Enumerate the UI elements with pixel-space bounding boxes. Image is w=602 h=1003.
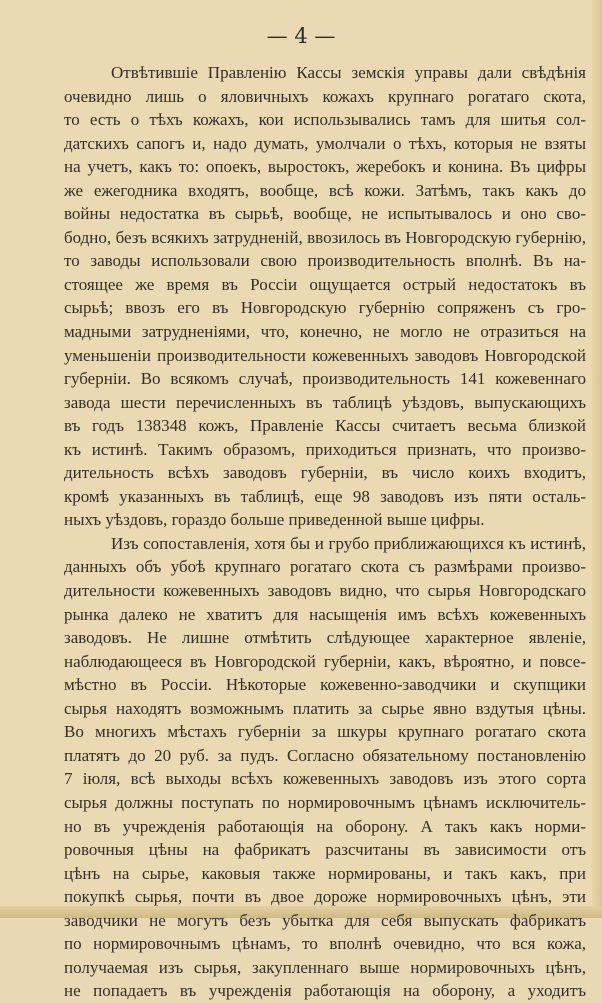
body-text	[64, 61, 586, 1003]
text-line: сырьѣ; ввозъ его въ Новгородскую губернію сопряженъ съ гро-	[64, 298, 586, 318]
text-line: къ истинѣ. Такимъ образомъ, приходиться признать, что произво-	[64, 439, 586, 459]
text-line: завода шести перечисленныхъ въ таблицѣ уѣздовъ, выпускающихъ	[64, 392, 586, 412]
text-line: то есть о тѣхъ кожахъ, кои использывались тамъ для шитья сол-	[64, 110, 586, 130]
text-line: датскихъ сапогъ и, надо думать, умолчали о тѣхъ, которыя не взяты	[64, 133, 586, 153]
text-line: заводчики не могутъ безъ убытка для себя выпускать фабрикатъ	[64, 910, 586, 930]
text-line: уменьшеніи производительности кожевенныхъ заводовъ Новгородской	[64, 345, 586, 365]
text-line: Отвѣтившіе Правленію Кассы земскія управы дали свѣдѣнія	[111, 63, 586, 82]
text-line: же ежегодника входятъ, вообще, всѣ кожи. Затѣмъ, такъ какъ до	[64, 180, 586, 200]
text-line: данныхъ объ убоѣ крупнаго рогатаго скота съ размѣрами произво-	[64, 557, 586, 577]
text-line: губерніи. Во всякомъ случаѣ, производительность 141 кожевеннаго	[64, 369, 586, 389]
text-line: бодно, безъ всякихъ затрудненій, ввозилось въ Новгородскую губернію,	[64, 227, 586, 247]
text-line: не попадаетъ въ учрежденія работающія на оборону, а уходитъ	[64, 981, 586, 1001]
text-line: то заводы использовали свою производительность вполнѣ. Въ на-	[64, 251, 586, 271]
text-line: заводовъ. Не лишне отмѣтить слѣдующее характерное явленіе,	[64, 628, 586, 648]
text-line: дительность всѣхъ заводовъ губерніи, въ число коихъ входитъ,	[64, 463, 586, 483]
text-line: на учетъ, какъ то: опоекъ, выростокъ, жеребокъ и конина. Въ цифры	[64, 157, 586, 177]
text-line: цѣнъ на сырье, каковыя также нормированы, и такъ какъ, при	[64, 863, 586, 883]
text-line: Во многихъ мѣстахъ губерніи за шкуры крупнаго рогатаго скота	[64, 722, 586, 742]
text-line: платятъ до 20 руб. за пудъ. Согласно обязательному постановленію	[64, 745, 586, 765]
text-line: сырья находятъ возможнымъ платить за сырье явно вздутыя цѣны.	[64, 698, 586, 718]
text-line: дительности кожевенныхъ заводовъ видно, что сырья Новгородскаго	[64, 581, 586, 601]
text-line: войны недостатка въ сырьѣ, вообще, не испытывалось и оно сво-	[64, 204, 586, 224]
text-line: мѣстно въ Россіи. Нѣкоторые кожевенно-заводчики и скупщики	[64, 675, 586, 695]
text-line: рынка далеко не хватитъ для насыщенія имъ всѣхъ кожевенныхъ	[64, 604, 586, 624]
page-number: — 4 —	[266, 24, 336, 48]
text-line: Изъ сопоставленія, хотя бы и грубо приближающихся къ истинѣ,	[111, 533, 586, 553]
text-line: наблюдающееся въ Новгородской губерніи, какъ, вѣроятно, и повсе-	[64, 651, 586, 671]
text-line: получаемая изъ сырья, закупленнаго выше нормировочныхъ цѣнъ,	[64, 957, 586, 977]
text-line: мадными затрудненіями, что, конечно, не могло не отразиться на	[64, 322, 586, 342]
text-line: по нормировочнымъ цѣнамъ, то вполнѣ очевидно, что вся кожа,	[64, 934, 586, 954]
text-line: ровочныя цѣны на фабрикатъ разсчитаны въ зависимости отъ	[64, 840, 586, 860]
text-line: стоящее же время въ Россіи ощущается острый недостатокъ въ	[64, 274, 586, 294]
text-line: ныхъ уѣздовъ, гораздо больше приведенной выше цифры.	[64, 510, 485, 530]
text-line: но въ учрежденія работающія на оборону. А такъ какъ норми-	[64, 816, 586, 836]
text-line: 7 іюля, всѣ выходы всѣхъ кожевенныхъ заводовъ изъ этого сорта	[64, 769, 586, 789]
page-edge-shadow-right	[592, 0, 602, 918]
text-line: покупкѣ сырья, почти въ двое дороже нормировочныхъ цѣнъ, эти	[64, 887, 586, 907]
text-line: очевидно лишь о яловичныхъ кожахъ крупнаго рогатаго скота,	[64, 86, 586, 106]
text-line: сырья должны поступать по нормировочнымъ цѣнамъ исключитель-	[64, 792, 586, 812]
text-line: кромѣ указанныхъ въ таблицѣ, еще 98 заводовъ изъ пяти осталь-	[64, 486, 586, 506]
text-line: въ годъ 138348 кожъ, Правленіе Кассы считаетъ весьма близкой	[64, 416, 586, 436]
